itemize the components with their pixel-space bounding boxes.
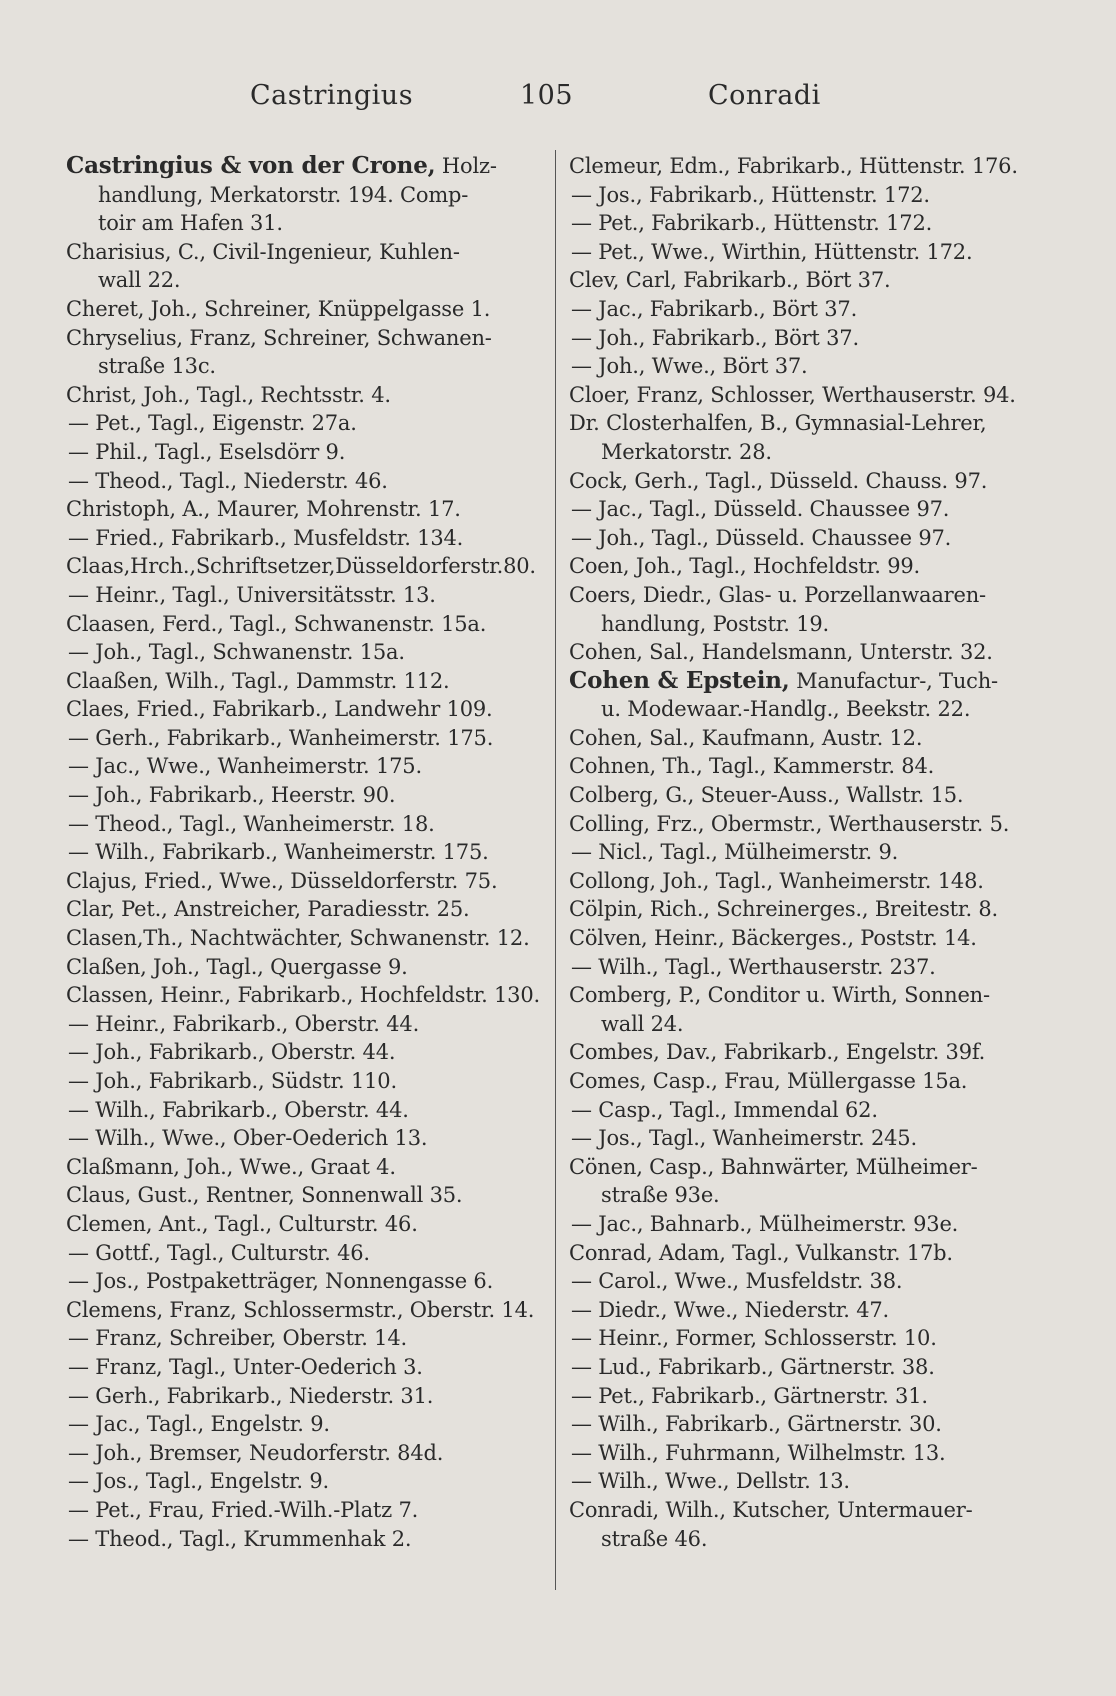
- directory-entry: — Pet., Frau, Fried.-Wilh.-Platz 7.: [68, 1497, 419, 1522]
- header-right-keyword: Conradi: [708, 80, 821, 111]
- directory-entry: Clemens, Franz, Schlossermstr., Oberstr. 14.: [66, 1297, 535, 1322]
- directory-entry: — Joh., Fabrikarb., Südstr. 110.: [68, 1069, 397, 1093]
- directory-entry: — Joh., Fabrikarb., Heerstr. 90.: [68, 783, 396, 808]
- directory-entry: Clemeur, Edm., Fabrikarb., Hüttenstr. 176.: [569, 154, 1018, 178]
- directory-entry: Cock, Gerh., Tagl., Düsseld. Chauss. 97.: [569, 468, 988, 493]
- directory-entry: — Casp., Tagl., Immendal 62.: [571, 1097, 878, 1122]
- firm-name: Castringius & von der Crone,: [66, 152, 436, 179]
- directory-entry: Claßmann, Joh., Wwe., Graat 4.: [66, 1154, 396, 1179]
- directory-entry: — Jac., Tagl., Engelstr. 9.: [68, 1412, 330, 1437]
- directory-entry: Clar, Pet., Anstreicher, Paradiesstr. 25.: [66, 897, 470, 922]
- directory-entry: Dr. Closterhalfen, B., Gymnasial-Lehrer,: [569, 411, 987, 436]
- directory-entry: — Carol., Wwe., Musfeldstr. 38.: [571, 1269, 903, 1294]
- directory-entry: Comberg, P., Conditor u. Wirth, Sonnen-: [569, 983, 990, 1008]
- directory-entry: — Jac., Fabrikarb., Bört 37.: [571, 296, 858, 321]
- directory-entry: Colling, Frz., Obermstr., Werthauserstr. 5.: [569, 811, 1010, 836]
- page-number: 105: [520, 80, 574, 111]
- directory-entry: — Joh., Bremser, Neudorferstr. 84d.: [68, 1440, 444, 1465]
- directory-entry: Cönen, Casp., Bahnwärter, Mülheimer-: [569, 1154, 978, 1179]
- directory-entry: Christ, Joh., Tagl., Rechtsstr. 4.: [66, 382, 391, 407]
- entry-continuation: u. Modewaar.-Handlg., Beekstr. 22.: [601, 697, 971, 722]
- entry-continuation: straße 93e.: [601, 1183, 720, 1208]
- directory-entry: — Franz, Tagl., Unter-Oederich 3.: [68, 1354, 423, 1379]
- directory-entry: Collong, Joh., Tagl., Wanheimerstr. 148.: [569, 868, 984, 893]
- directory-entry: — Pet., Wwe., Wirthin, Hüttenstr. 172.: [571, 239, 973, 264]
- right-column: [569, 152, 1051, 1553]
- entry-continuation: straße 46.: [601, 1526, 708, 1551]
- directory-entry: — Heinr., Former, Schlosserstr. 10.: [571, 1326, 937, 1351]
- directory-entry: — Franz, Schreiber, Oberstr. 14.: [68, 1326, 407, 1351]
- directory-entry: — Theod., Tagl., Krummenhak 2.: [68, 1526, 412, 1551]
- directory-entry: — Jos., Tagl., Wanheimerstr. 245.: [571, 1126, 917, 1151]
- directory-entry: Claas,Hrch.,Schriftsetzer,Düsseldorferstr.80.: [66, 554, 536, 579]
- directory-entry: — Joh., Tagl., Schwanenstr. 15a.: [68, 640, 405, 665]
- directory-entry: Clajus, Fried., Wwe., Düsseldorferstr. 75.: [66, 868, 498, 893]
- directory-entry: Coers, Diedr., Glas- u. Porzellanwaaren-: [569, 582, 986, 607]
- directory-entry: Coen, Joh., Tagl., Hochfeldstr. 99.: [569, 554, 921, 579]
- directory-entry: — Phil., Tagl., Eselsdörr 9.: [68, 439, 346, 464]
- directory-entry: [569, 667, 1051, 696]
- directory-entry: — Diedr., Wwe., Niederstr. 47.: [571, 1297, 889, 1322]
- directory-entry: — Wilh., Fuhrmann, Wilhelmstr. 13.: [571, 1440, 946, 1465]
- directory-entry: Claaßen, Wilh., Tagl., Dammstr. 112.: [66, 668, 450, 693]
- directory-entry: — Heinr., Fabrikarb., Oberstr. 44.: [68, 1011, 420, 1036]
- directory-entry: — Gerh., Fabrikarb., Wanheimerstr. 175.: [68, 725, 494, 750]
- entry-continuation: wall 22.: [98, 268, 181, 293]
- directory-entry: — Joh., Tagl., Düsseld. Chaussee 97.: [571, 525, 952, 550]
- directory-entry: Claes, Fried., Fabrikarb., Landwehr 109.: [66, 697, 493, 722]
- directory-entry: Classen, Heinr., Fabrikarb., Hochfeldstr. 130.: [66, 983, 540, 1008]
- directory-entry: — Wilh., Fabrikarb., Gärtnerstr. 30.: [571, 1412, 942, 1437]
- directory-entry: — Nicl., Tagl., Mülheimerstr. 9.: [571, 840, 899, 865]
- directory-entry: — Jac., Bahnarb., Mülheimerstr. 93e.: [571, 1211, 959, 1236]
- firm-name: Cohen & Epstein,: [569, 666, 790, 694]
- directory-entry: — Joh., Fabrikarb., Oberstr. 44.: [68, 1040, 396, 1065]
- directory-entry: — Jos., Postpaketträger, Nonnengasse 6.: [68, 1269, 494, 1294]
- directory-entry: Claus, Gust., Rentner, Sonnenwall 35.: [66, 1183, 463, 1208]
- directory-entry: Charisius, C., Civil-Ingenieur, Kuhlen-: [66, 239, 460, 264]
- directory-entry: Cölpin, Rich., Schreinerges., Breitestr. 8.: [569, 897, 999, 922]
- directory-entry: Combes, Dav., Fabrikarb., Engelstr. 39f.: [569, 1040, 986, 1065]
- directory-entry: — Theod., Tagl., Wanheimerstr. 18.: [68, 811, 435, 836]
- directory-entry: — Gerh., Fabrikarb., Niederstr. 31.: [68, 1383, 434, 1408]
- directory-entry: — Theod., Tagl., Niederstr. 46.: [68, 468, 388, 493]
- directory-entry: Conradi, Wilh., Kutscher, Untermauer-: [569, 1497, 973, 1522]
- directory-entry: — Jac., Wwe., Wanheimerstr. 175.: [68, 754, 422, 779]
- directory-entry: Colberg, G., Steuer-Auss., Wallstr. 15.: [569, 783, 964, 808]
- directory-entry: Cheret, Joh., Schreiner, Knüppelgasse 1.: [66, 296, 491, 321]
- directory-entry: Cohen, Sal., Kaufmann, Austr. 12.: [569, 725, 923, 750]
- directory-entry: — Joh., Wwe., Bört 37.: [571, 354, 808, 379]
- entry-rest: Manufactur-, Tuch-: [789, 668, 998, 693]
- directory-entry: Christoph, A., Maurer, Mohrenstr. 17.: [66, 497, 461, 522]
- directory-entry: — Pet., Fabrikarb., Hüttenstr. 172.: [571, 211, 933, 236]
- directory-entry: Claasen, Ferd., Tagl., Schwanenstr. 15a.: [66, 611, 487, 636]
- entry-rest: Holz-: [435, 154, 497, 178]
- directory-entry: — Joh., Fabrikarb., Bört 37.: [571, 325, 859, 350]
- directory-entry: — Lud., Fabrikarb., Gärtnerstr. 38.: [571, 1354, 935, 1379]
- directory-entry: — Pet., Fabrikarb., Gärtnerstr. 31.: [571, 1383, 928, 1408]
- directory-entry: Cohnen, Th., Tagl., Kammerstr. 84.: [569, 754, 935, 779]
- directory-entry: Cloer, Franz, Schlosser, Werthauserstr. 94.: [569, 382, 1016, 407]
- directory-entry: Cölven, Heinr., Bäckerges., Poststr. 14.: [569, 926, 977, 951]
- directory-entry: Clemen, Ant., Tagl., Culturstr. 46.: [66, 1211, 418, 1236]
- directory-entry: Clasen,Th., Nachtwächter, Schwanenstr. 12.: [66, 926, 530, 951]
- directory-entry: — Gottf., Tagl., Culturstr. 46.: [68, 1240, 370, 1265]
- directory-entry: Claßen, Joh., Tagl., Quergasse 9.: [66, 954, 408, 979]
- directory-entry: — Fried., Fabrikarb., Musfeldstr. 134.: [68, 525, 464, 550]
- directory-entry: Clev, Carl, Fabrikarb., Bört 37.: [569, 268, 891, 293]
- directory-entry: Cohen, Sal., Handelsmann, Unterstr. 32.: [569, 640, 993, 665]
- entry-continuation: handlung, Poststr. 19.: [601, 611, 830, 636]
- directory-entry: — Wilh., Fabrikarb., Wanheimerstr. 175.: [68, 840, 489, 865]
- directory-entry: Comes, Casp., Frau, Müllergasse 15a.: [569, 1069, 968, 1093]
- directory-entry: — Pet., Tagl., Eigenstr. 27a.: [68, 411, 357, 436]
- directory-entry: — Heinr., Tagl., Universitätsstr. 13.: [68, 582, 436, 607]
- entry-continuation: toir am Hafen 31.: [98, 211, 283, 236]
- directory-entry: — Wilh., Wwe., Ober-Oederich 13.: [68, 1126, 428, 1151]
- entry-continuation: Merkatorstr. 28.: [601, 439, 772, 464]
- directory-entry: — Wilh., Tagl., Werthauserstr. 237.: [571, 954, 936, 979]
- directory-entry: Chryselius, Franz, Schreiner, Schwanen-: [66, 325, 492, 350]
- entry-continuation: wall 24.: [601, 1011, 684, 1036]
- directory-entry: — Wilh., Wwe., Dellstr. 13.: [571, 1469, 850, 1494]
- directory-entry: — Wilh., Fabrikarb., Oberstr. 44.: [68, 1097, 409, 1122]
- header-left-keyword: Castringius: [250, 80, 414, 111]
- directory-entry: — Jos., Tagl., Engelstr. 9.: [68, 1469, 329, 1494]
- page-header: [0, 80, 1116, 120]
- directory-entry: — Jos., Fabrikarb., Hüttenstr. 172.: [571, 182, 930, 207]
- entry-continuation: straße 13c.: [98, 354, 216, 379]
- directory-entry: [66, 152, 536, 181]
- left-column: [66, 152, 540, 1553]
- column-divider: [555, 150, 556, 1590]
- directory-entry: Conrad, Adam, Tagl., Vulkanstr. 17b.: [569, 1240, 953, 1265]
- directory-entry: — Jac., Tagl., Düsseld. Chaussee 97.: [571, 497, 950, 522]
- entry-continuation: handlung, Merkatorstr. 194. Comp-: [98, 182, 469, 207]
